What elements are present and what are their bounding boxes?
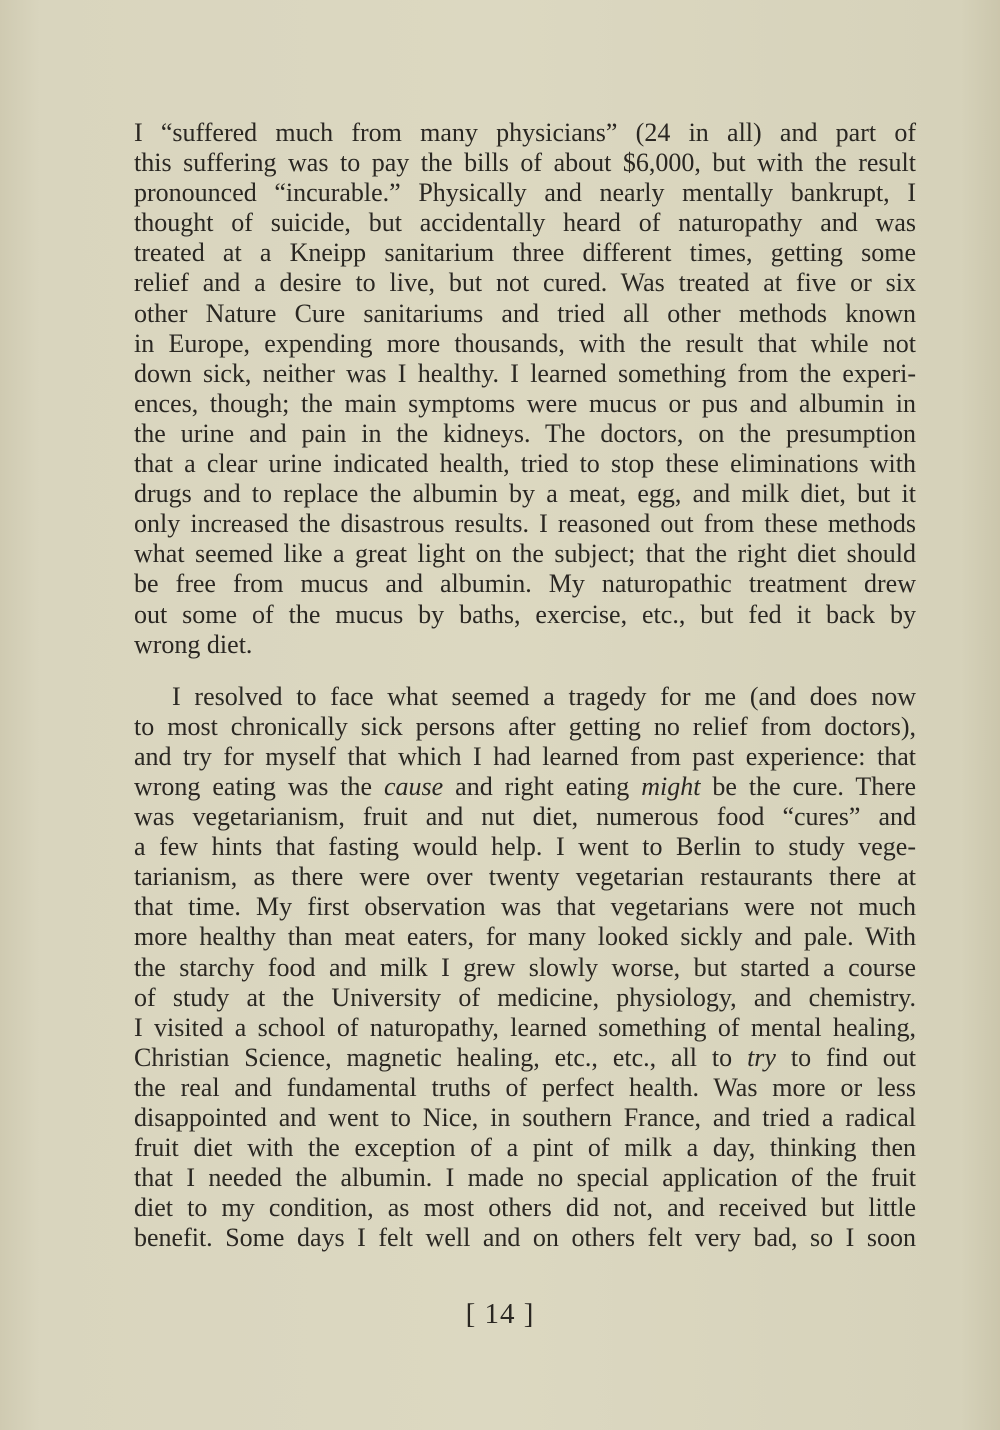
text-line: more healthy than meat eaters, for many looked sickly and pale. With [134,922,916,952]
paragraph-1 [134,118,916,660]
paragraph-2 [134,682,916,1254]
text-line: the real and fundamental truths of perfect health. Was more or less [134,1072,916,1102]
text-line: benefit. Some days I felt well and on others felt very bad, so I soon [134,1223,916,1253]
text-line: down sick, neither was I healthy. I learned something from the experi- [134,358,916,388]
text-run: to find out [775,1042,916,1072]
text-line: be free from mucus and albumin. My naturopathic treatment drew [134,569,916,599]
text-line: treated at a Kneipp sanitarium three different times, getting some [134,238,916,268]
text-line: diet to my condition, as most others did not, and received but little [134,1193,916,1223]
text-line: I resolved to face what seemed a tragedy for me (and does now [172,681,916,711]
text-line: ences, though; the main symptoms were mucus or pus and albumin in [134,388,916,418]
text-line: and try for myself that which I had learned from past experience: that [134,741,916,771]
text-line: disappointed and went to Nice, in southern France, and tried a radical [134,1103,916,1132]
text-line: fruit diet with the exception of a pint of milk a day, thinking then [134,1133,916,1163]
text-line: I visited a school of naturopathy, learned something of mental healing, [134,1012,916,1042]
text-line: was vegetarianism, fruit and nut diet, numerous food “cures” and [134,802,916,832]
text-line: that a clear urine indicated health, tried to stop these eliminations with [134,449,916,479]
text-line: in Europe, expending more thousands, with the result that while not [134,328,916,358]
text-run: Christian Science, magnetic healing, etc., etc., all to [134,1042,748,1072]
text-line: of study at the University of medicine, physiology, and chemistry. [134,982,916,1012]
text-line: relief and a desire to live, but not cured. Was treated at five or six [134,268,916,298]
page-number: [ 14 ] [465,1298,535,1330]
text-line: I “suffered much from many physicians” (24 in all) and part of [134,118,916,147]
text-line [134,1043,916,1073]
text-line: tarianism, as there were over twenty vegetarian restaurants there at [134,862,916,892]
text-line: pronounced “incurable.” Physically and nearly mentally bankrupt, I [134,178,916,208]
text-line: out some of the mucus by baths, exercise, etc., but fed it back by [134,599,916,629]
text-line: what seemed like a great light on the subject; that the right diet should [134,539,916,569]
italic-might: might [641,771,701,801]
text-line: that I needed the albumin. I made no special application of the fruit [134,1163,916,1193]
text-line: drugs and to replace the albumin by a meat, egg, and milk diet, but it [134,479,916,509]
text-line: the starchy food and milk I grew slowly worse, but started a course [134,952,916,982]
body-text [134,118,916,1253]
text-line: other Nature Cure sanitariums and tried all other methods known [134,298,916,328]
text-line: a few hints that fasting would help. I went to Berlin to study vege- [134,832,916,862]
text-line: to most chronically sick persons after getting no relief from doctors), [134,711,916,741]
text-line: thought of suicide, but accidentally heard of naturopathy and was [134,208,916,238]
paragraph-spacer [134,660,916,682]
text-run: be the cure. There [700,771,916,801]
text-line: that time. My first observation was that vegetarians were not much [134,892,916,922]
text-run: and right eating [443,771,642,801]
text-run: wrong eating was the [134,771,384,801]
text-line [134,772,916,802]
text-line: this suffering was to pay the bills of about $6,000, but with the result [134,148,916,178]
text-line: the urine and pain in the kidneys. The doctors, on the presumption [134,418,916,448]
text-line: wrong diet. [134,629,253,659]
italic-cause: cause [384,771,444,801]
text-line: only increased the disastrous results. I reasoned out from these methods [134,509,916,539]
italic-try: try [747,1042,776,1072]
